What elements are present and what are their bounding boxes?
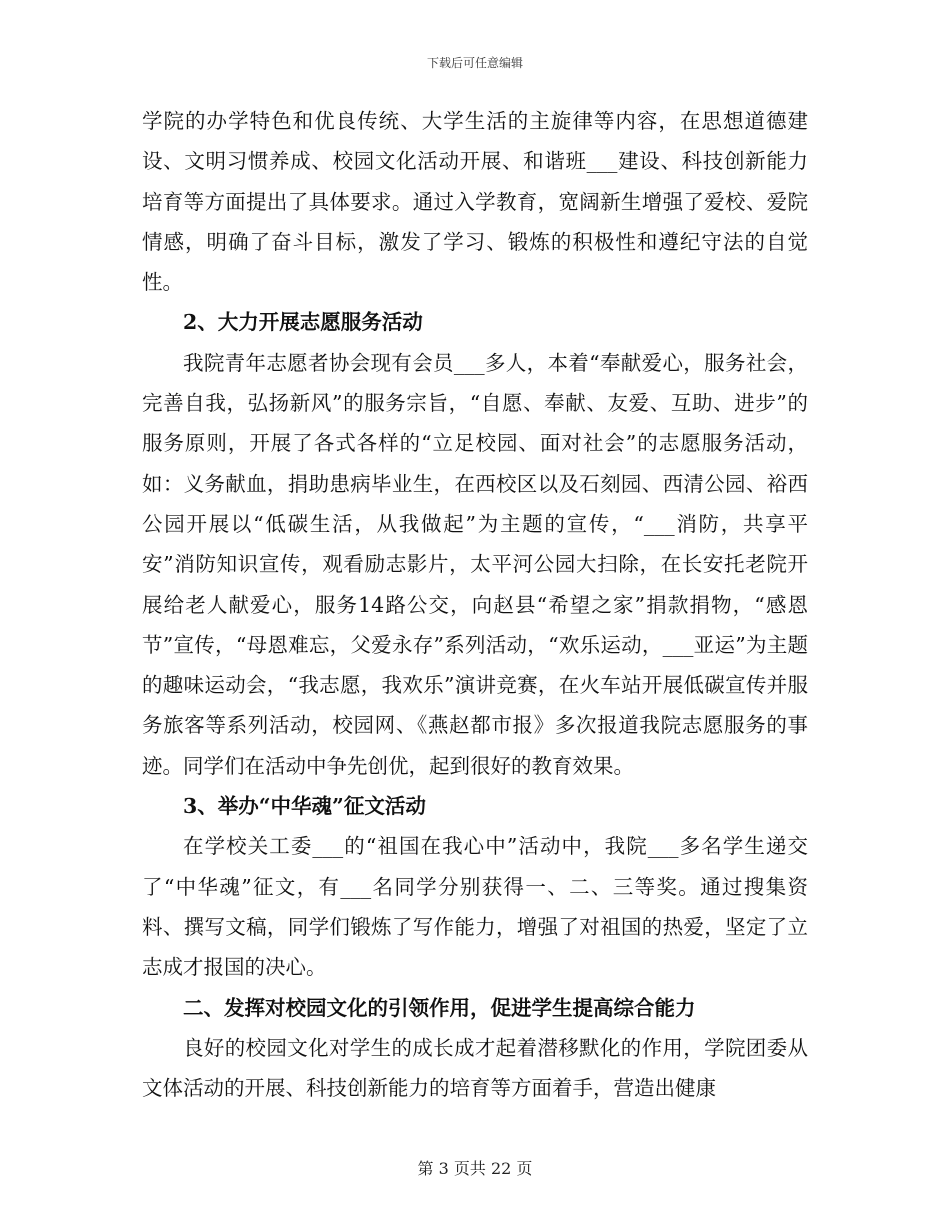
paragraph-volunteer: 我院青年志愿者协会现有会员___多人，本着“奉献爱心，服务社会，完善自我，弘扬新风”的服务宗旨，“自愿、奉献、友爱、互助、进步”的服务原则，开展了各式各样的“立足校园、面对社会”的志愿服务活动，如：义务献血，捐助患病毕业生，在西校区以及石刻园、西清公园、裕西公园开展以“低碳生活，从我做起”为主题的宣传，“___消防，共享平安”消防知识宣传，观看励志影片，太平河公园大扫除，在长安托老院开展给老人献爱心，服务14路公交，向赵县“希望之家”捐款捐物，“感恩节”宣传，“母恩难忘，父爱永存”系列活动，“欢乐运动，___亚运”为主题的趣味运动会，“我志愿，我欢乐”演讲竞赛，在火车站开展低碳宣传并服务旅客等系列活动，校园网、《燕赵都市报》多次报道我院志愿服务的事迹。同学们在活动中争先创优，起到很好的教育效果。 xyxy=(142,350,808,778)
paragraph-continued: 学院的办学特色和优良传统、大学生活的主旋律等内容，在思想道德建设、文明习惯养成、校园文化活动开展、和谐班___建设、科技创新能力培育等方面提出了具体要求。通过入学教育，宽阔新生增强了爱校、爱院情感，明确了奋斗目标，激发了学习、锻炼的积极性和遵纪守法的自觉性。 xyxy=(142,109,808,295)
section-heading-volunteer: 2、大力开展志愿服务活动 xyxy=(183,310,423,335)
paragraph-essay: 在学校关工委___的“祖国在我心中”活动中，我院___多名学生递交了“中华魂”征文，有___名同学分别获得一、二、三等奖。通过搜集资料、撰写文稿，同学们锻炼了写作能力，增强了对祖国的热爱，坚定了立志成才报国的决心。 xyxy=(142,834,808,980)
page-footer: 第 3 页共 22 页 xyxy=(417,1159,533,1178)
section-heading-campus-culture: 二、发挥对校园文化的引领作用，促进学生提高综合能力 xyxy=(183,995,696,1020)
paragraph-campus-culture: 良好的校园文化对学生的成长成才起着潜移默化的作用，学院团委从文体活动的开展、科技创新能力的培育等方面着手，营造出健康 xyxy=(142,1035,808,1101)
section-heading-essay: 3、举办“中华魂”征文活动 xyxy=(183,794,426,819)
document-body xyxy=(142,101,808,1108)
page-header: 下载后可任意编辑 xyxy=(426,56,523,70)
